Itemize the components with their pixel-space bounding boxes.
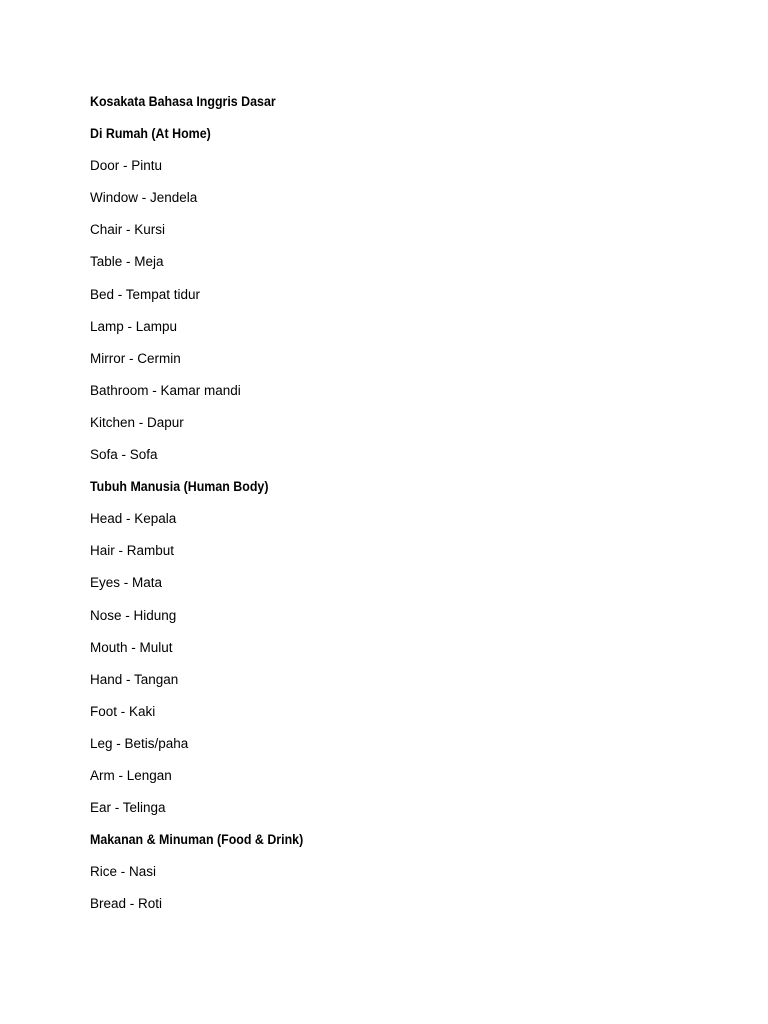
vocab-item: Bathroom - Kamar mandi — [90, 382, 241, 398]
vocab-item: Ear - Telinga — [90, 800, 166, 816]
vocab-item: Kitchen - Dapur — [90, 414, 184, 430]
vocab-item: Door - Pintu — [90, 158, 163, 174]
vocab-item: Foot - Kaki — [90, 703, 156, 719]
section-heading-at-home: Di Rumah (At Home) — [90, 126, 211, 142]
vocab-item: Bread - Roti — [90, 896, 163, 912]
vocab-item: Mouth - Mulut — [90, 639, 173, 655]
vocab-item: Lamp - Lampu — [90, 318, 178, 334]
vocab-item: Head - Kepala — [90, 511, 177, 527]
vocab-item: Eyes - Mata — [90, 575, 163, 591]
section-heading-human-body: Tubuh Manusia (Human Body) — [90, 479, 269, 495]
vocab-item: Leg - Betis/paha — [90, 735, 189, 751]
section-heading-food-drink: Makanan & Minuman (Food & Drink) — [90, 832, 304, 848]
vocab-item: Window - Jendela — [90, 190, 198, 206]
vocab-item: Arm - Lengan — [90, 767, 172, 783]
document-body — [90, 92, 690, 926]
vocab-item: Hand - Tangan — [90, 671, 179, 687]
vocab-item: Nose - Hidung — [90, 607, 177, 623]
vocab-item: Table - Meja — [90, 254, 164, 270]
vocab-item: Hair - Rambut — [90, 543, 175, 559]
vocab-item: Bed - Tempat tidur — [90, 286, 201, 302]
vocab-item: Rice - Nasi — [90, 864, 157, 880]
document-title: Kosakata Bahasa Inggris Dasar — [90, 94, 276, 109]
vocab-item: Chair - Kursi — [90, 222, 166, 238]
vocab-item: Mirror - Cermin — [90, 350, 181, 366]
vocab-item: Sofa - Sofa — [90, 447, 158, 463]
